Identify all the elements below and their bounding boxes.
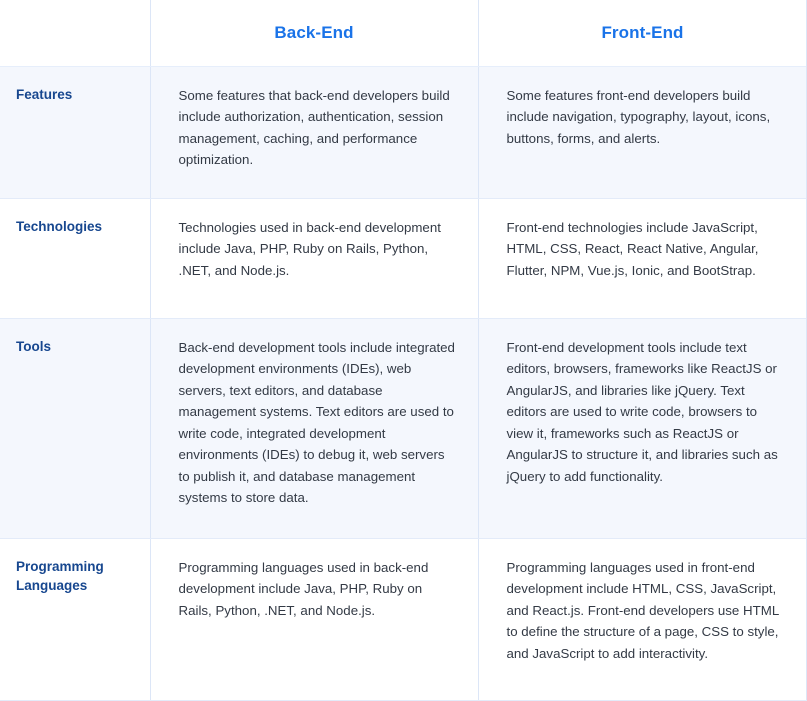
cell-text: Technologies used in back-end development include Java, PHP, Ruby on Rails, Python, .NET, and Node.js. bbox=[178, 219, 441, 278]
column-header-front-end: Front-End bbox=[478, 0, 807, 66]
cell-tools-frontend bbox=[478, 318, 807, 538]
table-header-row bbox=[0, 0, 807, 66]
cell-programming-languages-frontend bbox=[478, 538, 807, 700]
table-body bbox=[0, 66, 807, 700]
cell-programming-languages-backend bbox=[150, 538, 478, 700]
table-corner-cell bbox=[0, 0, 150, 66]
table-header bbox=[0, 0, 807, 66]
row-label-technologies: Technologies bbox=[0, 198, 150, 318]
table-row-programming-languages bbox=[0, 538, 807, 700]
table-row-technologies bbox=[0, 198, 807, 318]
cell-features-frontend bbox=[478, 66, 807, 198]
column-header-back-end: Back-End bbox=[150, 0, 478, 66]
row-label-programming-languages: Programming Languages bbox=[0, 538, 150, 700]
cell-text: Programming languages used in back-end development include Java, PHP, Ruby on Rails, Python, .NET, and Node.js. bbox=[178, 559, 429, 618]
cell-text: Some features that back-end developers build include authorization, authentication, session management, caching, and performance optimization. bbox=[178, 87, 450, 168]
row-label-tools: Tools bbox=[0, 318, 150, 538]
cell-technologies-backend bbox=[150, 198, 478, 318]
cell-text: Programming languages used in front-end development include HTML, CSS, JavaScript, and React.js. Front-end developers use HTML to define the structure of a page, CSS to style, and JavaScript to add interactivity. bbox=[506, 559, 779, 661]
cell-text: Some features front-end developers build include navigation, typography, layout, icons, buttons, forms, and alerts. bbox=[506, 87, 771, 146]
cell-text: Back-end development tools include integrated development environments (IDEs), web servers, text editors, and database management systems. Text editors are used to write code, integrated development environments (IDEs) to debug it, web servers to publish it, and database management systems to store data. bbox=[178, 339, 455, 506]
cell-features-backend bbox=[150, 66, 478, 198]
cell-text: Front-end development tools include text editors, browsers, frameworks like ReactJS or AngularJS, and libraries like jQuery. Text editors are used to write code, browsers to view it, frameworks such as ReactJS or AngularJS to structure it, and libraries such as jQuery to add functionality. bbox=[506, 339, 778, 484]
table-row-features bbox=[0, 66, 807, 198]
cell-technologies-frontend bbox=[478, 198, 807, 318]
cell-text: Front-end technologies include JavaScript, HTML, CSS, React, React Native, Angular, Flutter, NPM, Vue.js, Ionic, and BootStrap. bbox=[506, 219, 759, 278]
row-label-features: Features bbox=[0, 66, 150, 198]
table-row-tools bbox=[0, 318, 807, 538]
cell-tools-backend bbox=[150, 318, 478, 538]
